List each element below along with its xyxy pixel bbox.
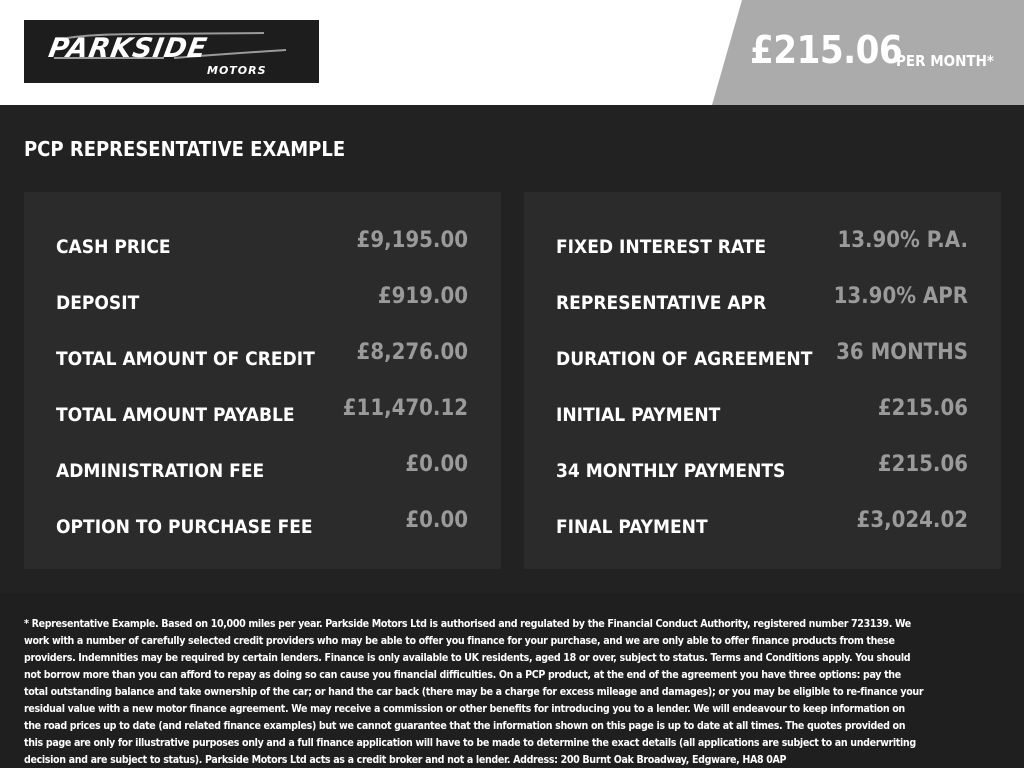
page-title: PCP REPRESENTATIVE EXAMPLE	[24, 137, 346, 161]
row-value: £0.00	[405, 508, 468, 533]
row-value: 13.90% APR	[833, 284, 968, 309]
row-value: £8,276.00	[356, 340, 468, 365]
logo-graphic	[24, 20, 319, 83]
finance-row-admin-fee	[56, 452, 468, 482]
finance-row-total-credit	[56, 340, 468, 370]
finance-row-duration	[556, 340, 968, 370]
logo-word-motors: MOTORS	[207, 64, 267, 77]
finance-row-deposit	[56, 284, 468, 314]
row-label: DEPOSIT	[56, 292, 140, 314]
row-value: £215.06	[877, 452, 968, 477]
row-value: £215.06	[877, 396, 968, 421]
row-label: DURATION OF AGREEMENT	[556, 348, 813, 370]
row-label: FINAL PAYMENT	[556, 516, 708, 538]
row-label: TOTAL AMOUNT OF CREDIT	[56, 348, 315, 370]
row-value: £3,024.02	[856, 508, 968, 533]
finance-row-total-payable	[56, 396, 468, 426]
row-label: OPTION TO PURCHASE FEE	[56, 516, 313, 538]
finance-panel-right	[524, 192, 1001, 569]
row-label: 34 MONTHLY PAYMENTS	[556, 460, 786, 482]
row-label: REPRESENTATIVE APR	[556, 292, 767, 314]
row-value: £9,195.00	[356, 228, 468, 253]
finance-row-monthly-payments	[556, 452, 968, 482]
row-value: £0.00	[405, 452, 468, 477]
monthly-price: £215.06	[750, 28, 903, 72]
row-value: 36 MONTHS	[836, 340, 968, 365]
finance-row-cash-price	[56, 228, 468, 258]
finance-row-option-fee	[56, 508, 468, 538]
header	[0, 0, 1024, 105]
finance-row-final-payment	[556, 508, 968, 538]
parkside-motors-logo[interactable]	[24, 20, 319, 83]
row-label: TOTAL AMOUNT PAYABLE	[56, 404, 295, 426]
row-label: FIXED INTEREST RATE	[556, 236, 767, 258]
row-value: 13.90% P.A.	[837, 228, 968, 253]
finance-row-apr	[556, 284, 968, 314]
row-value: £11,470.12	[342, 396, 468, 421]
row-label: INITIAL PAYMENT	[556, 404, 721, 426]
finance-panel-left	[24, 192, 501, 569]
disclaimer-text: * Representative Example. Based on 10,000 miles per year. Parkside Motors Ltd is authorised and regulated by the Financial Conduct Authority, registered number 723139. We work with a number of carefully selected credit providers who may be able to offer you finance for your purchase, and we are only able to offer finance products from these providers. Indemnities may be required by certain lenders. Finance is only available to UK residents, aged 18 or over, subject to status. Terms and Conditions apply. You should not borrow more than you can afford to repay as doing so can cause you financial difficulties. On a PCP product, at the end of the agreement you have three options: pay the total outstanding balance and take ownership of the car; or hand the car back (there may be a charge for excess mileage and damages); or you may be eligible to re-finance your residual value with a new motor finance agreement. We may receive a commission or other benefits for introducing you to a lender. We will endeavour to keep information on the road prices up to date (and related finance examples) but we cannot guarantee that the information shown on this page is up to date at all times. The quotes provided on this page are only for illustrative purposes only and a full finance application will have to be made to determine the exact details (all applications are subject to an underwriting decision and are subject to status). Parkside Motors Ltd acts as a credit broker and not a lender. Address: 200 Burnt Oak Broadway, Edgware, HA8 0AP	[24, 618, 924, 766]
per-month-label: PER MONTH*	[896, 52, 994, 70]
row-label: CASH PRICE	[56, 236, 171, 258]
finance-row-interest-rate	[556, 228, 968, 258]
row-label: ADMINISTRATION FEE	[56, 460, 265, 482]
logo-word-park: PARKSIDE	[46, 33, 210, 64]
finance-row-initial-payment	[556, 396, 968, 426]
row-value: £919.00	[377, 284, 468, 309]
